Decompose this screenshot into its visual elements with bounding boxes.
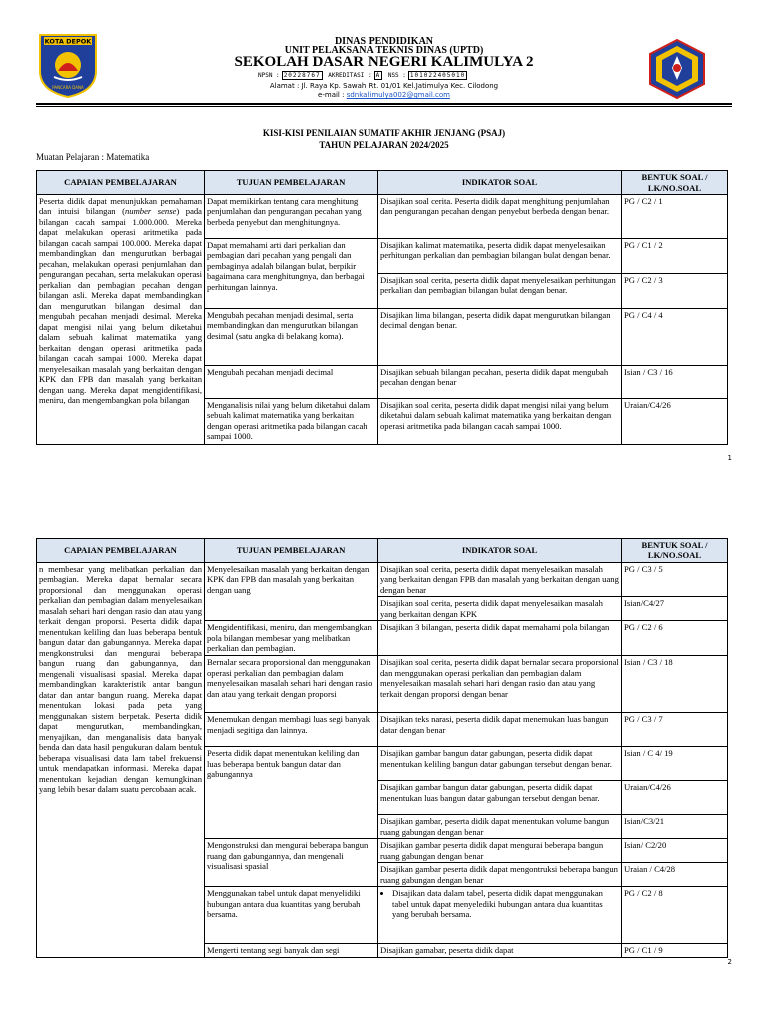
tujuan-cell: Menganalisis nilai yang belum diketahui dalam sebuah kalimat matematika yang berkaitan dengan operasi aritmetika pada bilangan cacah sampai 1000.	[205, 399, 378, 445]
indikator-bullet: • Disajikan data dalam tabel, peserta didik dapat menggunakan tabel untuk dapat menyelediki hubungan antara dua kuantitas yang berubah bersama.	[392, 888, 619, 919]
tujuan-cell: Bernalar secara proporsional dan menggunakan operasi perkalian dan pembagian dalam menyelesaikan masalah sehari hari dengan rasio dan atau yang terkait dengan proporsi	[205, 656, 378, 713]
page-number: 1	[727, 454, 732, 462]
indikator-cell: Disajikan kalimat matematika, peserta didik dapat menyelesaikan perhitungan perkalian dan pembagian bilangan bulat dengan benar.	[378, 239, 622, 274]
akreditasi-label: AKREDITASI :	[328, 72, 372, 79]
document-year: TAHUN PELAJARAN 2024/2025	[319, 140, 449, 150]
indikator-cell: Disajikan 3 bilangan, peserta didik dapat memahami pola bilangan	[378, 621, 622, 656]
school-address: Alamat : Jl. Raya Kp. Sawah Rt. 01/01 Kel.Jatimulya Kec. Cilodong	[269, 82, 499, 90]
school-emblem-logo	[646, 38, 708, 100]
header-capaian: CAPAIAN PEMBELAJARAN	[37, 171, 205, 195]
page-1	[0, 0, 768, 470]
indikator-cell: Disajikan soal cerita, peserta didik dapat menyelesaikan perhitungan perkalian dan pembagian bilangan bulat dengan benar.	[378, 274, 622, 309]
indikator-cell: Disajikan gambar peserta didik dapat mengurai beberapa bangun ruang gabungan dengan benar	[378, 839, 622, 863]
tujuan-cell: Dapat memahami arti dari perkalian dan pembagian dari pecahan yang pengali dan pembaginya adalah bilangan bulat, berpikir bagaimana cara menghitungnya, dan berbagai perhitungan lainnya.	[205, 239, 378, 309]
capaian-text-2: ) pada bilangan cacah sampai 1.000.000. Mereka dapat melakukan operasi aritmetika pada bilangan cacah sampai 100.000. Mereka dapat membandingkan dan mengurutkan berbagai pecahan, melakukan operasi penjumlahan dan pengurangan pecahan, serta melakukan operasi perkalian dan pembagian pecahan dengan bilangan asli. Mereka dapat membandingkan dan mengurutkan bilangan desimal dan mengubah pecahan menjadi desimal. Mereka dapat mengisi nilai yang belum diketahui dalam sebuah kalimat matematika yang berkaitan dengan operasi aritmetika pada bilangan cacah sampai 1000. Mereka dapat menyelesaikan masalah yang berkaitan dengan KPK dan FPB dan masalah yang berkaitan dengan uang. Mereka dapat mengidentifikasi, meniru, dan mengembangkan pola bilangan	[39, 206, 202, 406]
indikator-cell: Disajikan soal cerita, peserta didik dapat menyelesaikan masalah yang berkaitan dengan KPK	[378, 597, 622, 621]
school-name: SEKOLAH DASAR NEGERI KALIMULYA 2	[234, 54, 534, 70]
indikator-bullet-list	[380, 888, 619, 919]
school-identifiers	[258, 71, 469, 80]
indikator-cell: Disajikan soal cerita. Peserta didik dapat menghitung penjumlahan dan pengurangan pecahan dengan penyebut berbeda dengan benar.	[378, 195, 622, 239]
akreditasi-value: A	[375, 72, 381, 79]
kota-depok-logo	[38, 33, 98, 99]
bentuk-soal-cell: Isian/C4/27	[622, 597, 728, 621]
capaian-cell: n membesar yang melibatkan perkalian dan pembagian. Mereka dapat bernalar secara proporsional dan menggunakan operasi perkalian dan pembagian dalam menyelesaikan masalah sehari hari dengan rasio dan atau yang terkait dengan proporsi. Peserta didik dapat menentukan keliling dan luas beberapa bentuk bangun datar dan gabungannya. Mereka dapat mengkonstruksi dan mengurai beberapa bangun ruang dan gabungannya, dan mengenali visualisasi spasial. Mereka dapat membandingkan karakteristik antar bangun datar dan antar bangun ruang. Mereka dapat menentukan lokasi pada peta yang menggunakan sistem berpetak. Peserta didik dapat mengurutkan, membandingkan, menyajikan, dan menganalisis data banyak benda dan data hasil pengukuran dalam bentuk beberapa visualisasi data lam tabel frekuensi untuk mendapatkan informasi. Mereka dapat menentukan kejadian dengan kemungkinan yang lebih besar dalam suatu percobaan acak.	[37, 562, 205, 957]
tujuan-cell: Mengubah pecahan menjadi desimal, serta membandingkan dan mengurutkan bilangan desimal (satu angka di belakang koma).	[205, 309, 378, 366]
tujuan-cell: Mengonstruksi dan mengurai beberapa bangun ruang dan gabungannya, dan mengenali visualisasi spasial	[205, 839, 378, 887]
bentuk-soal-cell: Isian / C3 / 16	[622, 366, 728, 399]
indikator-cell: Disajikan soal cerita, peserta didik dapat mengisi nilai yang belum diketahui dalam sebuah kalimat matematika yang berkaitan dengan operasi aritmetika pada bilangan cacah sampai 1000.	[378, 399, 622, 445]
agency-title: DINAS PENDIDIKAN	[334, 36, 434, 47]
kisi-kisi-table-page-1	[36, 170, 728, 445]
header-bentuk-soal: BENTUK SOAL / LK/NO.SOAL	[622, 171, 728, 195]
bentuk-soal-cell: PG / C2 / 3	[622, 274, 728, 309]
bentuk-soal-cell: PG / C4 / 4	[622, 309, 728, 366]
bentuk-soal-cell: Isian / C 4/ 19	[622, 747, 728, 781]
header-bentuk-soal: BENTUK SOAL / LK/NO.SOAL	[622, 539, 728, 563]
page-gap	[0, 470, 768, 500]
indikator-cell: Disajikan gambar bangun datar gabungan, peserta didik dapat menentukan keliling bangun datar gabungan tersebut dengan benar.	[378, 747, 622, 781]
indikator-cell: Disajikan soal cerita, peserta didik dapat menyelesaikan masalah yang berkaitan dengan FPB dan masalah yang berkaitan dengan uang dengan benar	[378, 562, 622, 596]
header-indikator: INDIKATOR SOAL	[378, 539, 622, 563]
bentuk-soal-cell: PG / C2 / 1	[622, 195, 728, 239]
header-indikator: INDIKATOR SOAL	[378, 171, 622, 195]
document-title: KISI-KISI PENILAIAN SUMATIF AKHIR JENJANG (PSAJ)	[262, 128, 506, 138]
bentuk-soal-cell: PG / C2 / 8	[622, 887, 728, 944]
page-2	[0, 500, 768, 1024]
unit-title: UNIT PELAKSANA TEKNIS DINAS (UPTD)	[284, 45, 484, 56]
table-row	[37, 195, 728, 239]
nss-label: NSS :	[387, 72, 406, 79]
indikator-cell: Disajikan lima bilangan, peserta didik dapat mengurutkan bilangan decimal dengan benar.	[378, 309, 622, 366]
bentuk-soal-cell: Uraian/C4/26	[622, 399, 728, 445]
npsn-value: 20228767	[283, 72, 321, 79]
header-rule-thick	[36, 103, 732, 105]
tujuan-cell: Menemukan dengan membagi luas segi banyak menjadi segitiga dan lainnya.	[205, 713, 378, 747]
nss-value: 101022405010	[409, 72, 466, 79]
table-row	[37, 562, 728, 596]
header-capaian: CAPAIAN PEMBELAJARAN	[37, 539, 205, 563]
indikator-cell: Disajikan sebuah bilangan pecahan, peserta didik dapat mengubah pecahan dengan benar	[378, 366, 622, 399]
indikator-cell	[378, 887, 622, 944]
bentuk-soal-cell: PG / C1 / 2	[622, 239, 728, 274]
bentuk-soal-cell: Isian / C3 / 18	[622, 656, 728, 713]
bentuk-soal-cell: Isian/ C2/20	[622, 839, 728, 863]
tujuan-cell: Mengidentifikasi, meniru, dan mengembangkan pola bilangan membesar yang melibatkan perkalian dan pembagian.	[205, 621, 378, 656]
logo-motto: PANCARA DANA	[52, 85, 84, 90]
kisi-kisi-table-page-2	[36, 538, 728, 958]
capaian-cell	[37, 195, 205, 445]
indikator-cell: Disajikan gamabar, peserta didik dapat	[378, 944, 622, 958]
capaian-text-1: Peserta didik dapat menunjukkan pemahaman dan intuisi bilangan (	[39, 196, 202, 217]
indikator-cell: Disajikan teks narasi, peserta didik dapat menemukan luas bangun datar dengan benar	[378, 713, 622, 747]
capaian-text-em: number sense	[124, 206, 177, 217]
tujuan-cell: Menggunakan tabel untuk dapat menyelidiki hubungan antara dua kuantitas yang berubah bersama.	[205, 887, 378, 944]
subject-label: Muatan Pelajaran : Matematika	[36, 152, 150, 162]
tujuan-cell: Mengubah pecahan menjadi decimal	[205, 366, 378, 399]
bentuk-soal-cell: Isian/C3/21	[622, 815, 728, 839]
bentuk-soal-cell: Uraian/C4/26	[622, 781, 728, 815]
bentuk-soal-cell: PG / C3 / 5	[622, 562, 728, 596]
tujuan-cell: Dapat memikirkan tentang cara menghitung penjumlahan dan pengurangan pecahan yang berbeda penyebut dan menghitungnya.	[205, 195, 378, 239]
table-header-row	[37, 171, 728, 195]
bentuk-soal-cell: PG / C1 / 9	[622, 944, 728, 958]
tujuan-cell: Peserta didik dapat menentukan keliling dan luas beberapa bentuk bangun datar dan gabungannya	[205, 747, 378, 839]
logo-caption: KOTA DEPOK	[44, 37, 92, 46]
table-header-row	[37, 539, 728, 563]
npsn-label: NPSN :	[258, 72, 280, 79]
page-number: 2	[727, 958, 732, 966]
indikator-cell: Disajikan gambar bangun datar gabungan, peserta didik dapat menentukan luas bangun datar gabungan tersebut dengan benar.	[378, 781, 622, 815]
tujuan-cell: Mengerti tentang segi banyak dan segi	[205, 944, 378, 958]
indikator-cell: Disajikan gambar, peserta didik dapat menentukan volume bangun ruang gabungan dengan benar	[378, 815, 622, 839]
bentuk-soal-cell: Uraian / C4/28	[622, 863, 728, 887]
tujuan-cell: Menyelesaikan masalah yang berkaitan dengan KPK dan FPB dan masalah yang berkaitan dengan uang	[205, 562, 378, 620]
bentuk-soal-cell: PG / C3 / 7	[622, 713, 728, 747]
indikator-cell: Disajikan gambar peserta didik dapat mengontruksi beberapa bangun ruang gabungan dengan benar	[378, 863, 622, 887]
school-email-line	[200, 91, 568, 99]
header-tujuan: TUJUAN PEMBELAJARAN	[205, 171, 378, 195]
header-tujuan: TUJUAN PEMBELAJARAN	[205, 539, 378, 563]
header-rule-thin	[36, 106, 732, 107]
email-label: e-mail :	[318, 91, 345, 99]
email-link[interactable]: sdnkalimulya002@gmail.com	[346, 91, 450, 99]
indikator-cell: Disajikan soal cerita, peserta didik dapat bernalar secara proporsional dan menggunakan operasi perkalian dan pembagian dalam menyelesaikan masalah sehari hari dengan rasio dan atau yang terkait dengan proporsi dengan benar	[378, 656, 622, 713]
bentuk-soal-cell: PG / C2 / 6	[622, 621, 728, 656]
